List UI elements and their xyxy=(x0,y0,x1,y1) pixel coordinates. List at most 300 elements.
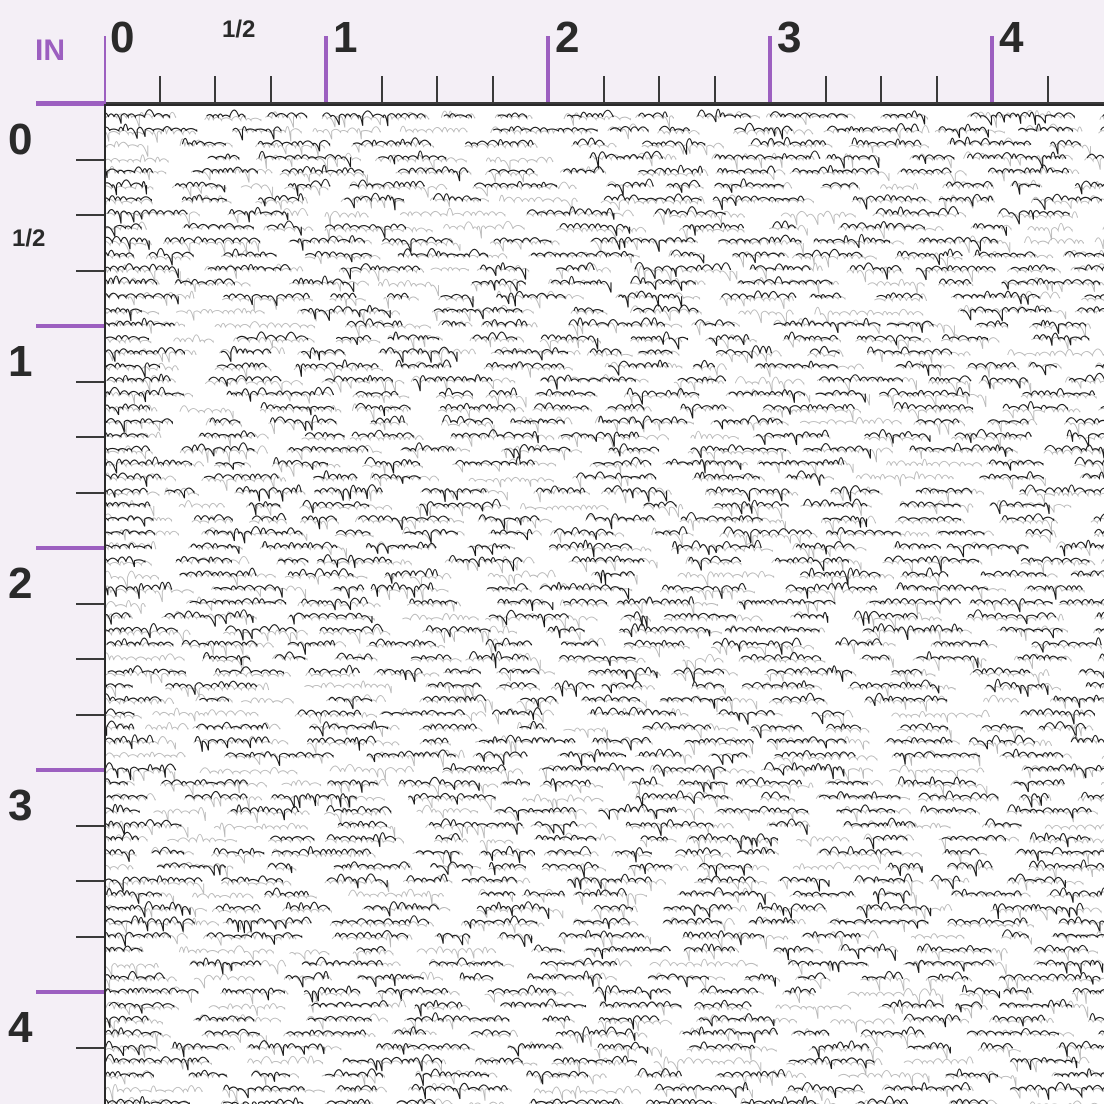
script-word xyxy=(963,985,1000,998)
top-ruler xyxy=(0,0,1104,104)
script-word xyxy=(349,182,447,198)
script-word xyxy=(180,946,274,960)
script-word xyxy=(314,471,357,479)
script-word xyxy=(479,889,513,901)
script-word xyxy=(1098,1031,1104,1041)
script-word xyxy=(339,267,423,282)
script-word xyxy=(180,406,233,419)
script-word xyxy=(216,904,260,909)
script-word xyxy=(500,195,578,210)
script-word xyxy=(1060,1041,1104,1056)
script-word xyxy=(650,959,757,966)
script-word xyxy=(1060,597,1104,604)
script-word xyxy=(608,179,653,196)
script-word xyxy=(930,878,969,889)
script-word xyxy=(729,390,804,403)
script-word xyxy=(215,463,251,467)
script-word xyxy=(191,958,261,974)
script-word xyxy=(215,322,315,328)
script-word xyxy=(690,1042,755,1048)
script-word xyxy=(943,335,988,340)
script-word xyxy=(106,529,179,540)
ruler-major-tick xyxy=(36,768,104,772)
script-word xyxy=(106,1016,162,1031)
script-word xyxy=(535,403,588,409)
script-word xyxy=(638,1068,681,1076)
script-word xyxy=(165,237,260,242)
script-word xyxy=(409,796,496,810)
fabric-swatch xyxy=(104,104,1104,1104)
script-word xyxy=(790,170,889,181)
script-word xyxy=(420,499,501,515)
script-word xyxy=(1003,402,1067,409)
script-word xyxy=(106,832,138,840)
script-word xyxy=(916,266,994,280)
script-word xyxy=(816,390,865,402)
script-word xyxy=(939,124,988,138)
ruler-minor-tick xyxy=(76,492,104,494)
script-word xyxy=(224,249,276,256)
script-word xyxy=(200,767,297,773)
script-word xyxy=(287,445,381,460)
script-word xyxy=(441,294,473,307)
script-word xyxy=(1000,972,1100,984)
script-word xyxy=(285,186,328,196)
ruler-left-label-1: 1 xyxy=(8,337,33,386)
script-word xyxy=(195,737,269,752)
ruler-left-label-3: 3 xyxy=(8,781,33,830)
script-word xyxy=(224,1085,304,1098)
script-word xyxy=(347,319,402,326)
script-word xyxy=(421,489,508,500)
script-word xyxy=(423,738,448,742)
script-word xyxy=(228,810,310,822)
script-word xyxy=(595,570,634,584)
ruler-major-tick xyxy=(36,990,104,994)
script-word xyxy=(500,668,539,673)
script-word xyxy=(948,918,1027,923)
script-word xyxy=(817,850,921,864)
script-word xyxy=(619,291,682,307)
script-word xyxy=(758,903,825,919)
script-word xyxy=(273,847,371,854)
script-word xyxy=(901,168,951,173)
script-word xyxy=(556,227,645,238)
script-word xyxy=(217,363,266,367)
script-word xyxy=(326,375,393,381)
script-word xyxy=(469,477,553,487)
script-word xyxy=(417,947,495,959)
script-word xyxy=(551,530,624,542)
ruler-major-tick xyxy=(990,36,994,104)
script-word xyxy=(202,1032,266,1044)
script-word xyxy=(205,527,302,544)
script-word xyxy=(569,318,664,326)
script-word xyxy=(249,502,279,515)
script-word xyxy=(895,361,954,376)
script-word xyxy=(106,514,172,526)
script-word xyxy=(486,171,538,182)
script-word xyxy=(616,598,718,615)
script-word xyxy=(955,429,1031,443)
script-word xyxy=(106,557,145,567)
script-word xyxy=(227,917,311,933)
script-word xyxy=(691,431,738,439)
script-word xyxy=(1094,514,1104,520)
script-word xyxy=(108,210,187,224)
script-word xyxy=(574,307,603,311)
script-word xyxy=(770,819,808,835)
script-word xyxy=(485,991,573,1002)
script-word xyxy=(802,931,878,947)
script-word xyxy=(241,184,272,198)
ruler-top-label-1: 1 xyxy=(333,13,358,62)
script-word xyxy=(325,1069,382,1076)
script-word xyxy=(892,710,990,722)
script-word xyxy=(928,972,967,979)
script-word xyxy=(828,781,867,784)
ruler-minor-tick xyxy=(76,1047,104,1049)
script-word xyxy=(329,696,371,709)
ruler-top-label-0: 0 xyxy=(110,13,135,62)
script-word xyxy=(1022,709,1095,724)
script-word xyxy=(106,571,159,589)
script-word xyxy=(945,1071,1016,1087)
script-word xyxy=(180,446,267,463)
script-word xyxy=(215,364,271,379)
script-word xyxy=(220,347,285,354)
script-word xyxy=(443,415,493,423)
script-word xyxy=(572,143,616,147)
script-word xyxy=(984,695,1019,702)
ruler-major-tick xyxy=(324,36,328,104)
script-word xyxy=(684,931,764,945)
script-word xyxy=(1008,805,1091,818)
script-word xyxy=(417,805,478,818)
script-word xyxy=(106,1041,155,1056)
script-word xyxy=(618,597,694,604)
script-word xyxy=(688,449,790,461)
script-word xyxy=(697,865,768,876)
script-word xyxy=(831,919,928,928)
script-word xyxy=(198,434,268,447)
script-word xyxy=(106,752,185,757)
script-word xyxy=(1003,749,1062,756)
script-word xyxy=(222,296,312,310)
script-word xyxy=(403,527,464,542)
script-word xyxy=(737,278,838,294)
script-word xyxy=(486,157,552,171)
script-word xyxy=(627,388,698,404)
script-word xyxy=(441,419,494,434)
script-word xyxy=(678,571,774,586)
script-word xyxy=(158,863,226,876)
script-word xyxy=(1025,237,1084,244)
script-word xyxy=(271,415,336,431)
script-word xyxy=(388,332,438,339)
script-word xyxy=(796,542,853,555)
script-word xyxy=(887,322,955,336)
script-word xyxy=(294,365,382,381)
ruler-minor-tick xyxy=(214,76,216,104)
script-word xyxy=(106,971,164,978)
ruler-minor-tick xyxy=(492,76,494,104)
script-word xyxy=(1054,695,1104,709)
script-word xyxy=(267,221,301,236)
script-word xyxy=(1080,668,1104,679)
script-word xyxy=(1007,877,1083,890)
script-word xyxy=(535,945,561,951)
script-word xyxy=(632,777,656,784)
script-word xyxy=(106,932,170,946)
script-word xyxy=(595,1045,662,1058)
script-word xyxy=(352,141,434,153)
handwriting-pattern xyxy=(106,106,1104,1104)
script-word xyxy=(739,277,832,284)
script-word xyxy=(327,806,391,812)
script-word xyxy=(106,124,197,138)
script-word xyxy=(980,472,1043,479)
script-word xyxy=(200,431,255,437)
script-word xyxy=(625,640,684,645)
script-word xyxy=(106,586,193,602)
script-word xyxy=(969,740,1052,754)
script-word xyxy=(694,360,715,367)
script-word xyxy=(690,834,778,850)
script-word xyxy=(207,110,245,117)
script-word xyxy=(551,276,611,292)
script-word xyxy=(945,849,979,854)
script-word xyxy=(320,627,390,643)
script-word xyxy=(740,599,835,609)
script-word xyxy=(866,597,949,614)
script-word xyxy=(400,126,467,132)
script-word xyxy=(106,963,158,976)
left-ruler xyxy=(0,0,104,1104)
script-word xyxy=(214,823,307,837)
script-word xyxy=(709,335,749,346)
script-word xyxy=(478,516,551,532)
script-word xyxy=(554,1056,636,1062)
script-word xyxy=(564,728,608,739)
ruler-minor-tick xyxy=(76,880,104,882)
script-word xyxy=(272,794,356,808)
script-word xyxy=(855,874,912,882)
script-word xyxy=(181,642,273,657)
script-word xyxy=(799,973,826,979)
script-word xyxy=(636,114,674,128)
script-word xyxy=(371,586,448,601)
script-word xyxy=(664,905,732,918)
script-word xyxy=(761,796,795,800)
script-word xyxy=(873,889,909,905)
script-word xyxy=(639,165,703,172)
script-word xyxy=(212,908,258,912)
ruler-minor-tick xyxy=(436,76,438,104)
script-word xyxy=(192,516,231,523)
script-word xyxy=(541,958,616,965)
script-word xyxy=(305,681,391,693)
script-word xyxy=(788,959,868,974)
script-word xyxy=(168,834,237,841)
script-word xyxy=(106,849,134,861)
script-word xyxy=(1095,238,1104,252)
script-word xyxy=(106,582,172,598)
script-word xyxy=(106,902,190,918)
script-word xyxy=(1051,695,1104,709)
script-word xyxy=(828,124,919,131)
script-word xyxy=(353,949,393,960)
script-word xyxy=(1100,653,1104,669)
script-word xyxy=(272,849,375,857)
script-word xyxy=(377,1044,469,1055)
script-word xyxy=(407,874,448,881)
script-word xyxy=(265,888,308,895)
script-word xyxy=(540,338,600,350)
script-word xyxy=(480,840,513,853)
ruler-left-label-2: 2 xyxy=(8,559,33,608)
script-word xyxy=(853,195,924,210)
script-word xyxy=(803,447,892,462)
script-word xyxy=(849,142,928,153)
script-word xyxy=(757,430,829,445)
script-word xyxy=(106,904,206,917)
script-word xyxy=(371,473,439,486)
script-word xyxy=(106,167,152,178)
script-word xyxy=(793,862,878,869)
script-word xyxy=(1019,795,1051,806)
script-word xyxy=(1037,960,1102,973)
script-word xyxy=(687,1044,776,1061)
script-word xyxy=(895,585,1005,600)
script-word xyxy=(415,1000,462,1016)
script-word xyxy=(857,904,952,919)
script-word xyxy=(106,446,152,459)
script-word xyxy=(661,587,755,600)
script-word xyxy=(288,569,352,576)
script-word xyxy=(693,364,727,376)
script-word xyxy=(473,332,517,339)
script-word xyxy=(286,902,329,909)
script-word xyxy=(106,446,150,451)
script-word xyxy=(475,181,557,186)
script-word xyxy=(202,528,307,541)
script-word xyxy=(767,666,851,682)
script-word xyxy=(968,152,1066,168)
script-word xyxy=(106,763,176,780)
script-word xyxy=(439,388,472,395)
script-word xyxy=(1075,461,1104,476)
script-word xyxy=(991,501,1049,514)
script-word xyxy=(543,862,599,877)
script-word xyxy=(1066,418,1104,423)
script-word xyxy=(557,263,594,270)
script-word xyxy=(352,430,413,436)
script-word xyxy=(179,501,224,508)
script-word xyxy=(1030,363,1056,376)
script-word xyxy=(462,921,544,933)
script-word xyxy=(285,573,367,584)
script-word xyxy=(815,307,923,324)
script-word xyxy=(334,862,409,868)
script-word xyxy=(411,654,450,659)
script-word xyxy=(918,236,1010,253)
script-word xyxy=(930,376,971,381)
ruler-minor-tick xyxy=(714,76,716,104)
script-word xyxy=(264,226,313,231)
script-word xyxy=(415,1070,497,1084)
script-word xyxy=(290,613,372,624)
script-word xyxy=(1001,932,1031,945)
script-word xyxy=(402,443,454,451)
script-word xyxy=(796,249,862,256)
script-word xyxy=(106,735,153,749)
script-word xyxy=(1051,140,1080,154)
script-word xyxy=(164,240,259,253)
script-word xyxy=(883,1000,943,1007)
script-word xyxy=(392,1028,436,1035)
script-word xyxy=(678,376,725,381)
script-word xyxy=(560,930,644,937)
script-word xyxy=(870,599,960,604)
script-word xyxy=(106,694,161,701)
ruler-minor-tick xyxy=(825,76,827,104)
script-word xyxy=(979,380,1031,393)
script-word xyxy=(494,126,597,131)
script-word xyxy=(775,557,848,571)
script-word xyxy=(305,986,360,1002)
script-word xyxy=(412,1083,507,1099)
script-word xyxy=(378,279,438,296)
script-word xyxy=(954,291,1039,304)
script-word xyxy=(286,971,328,987)
script-word xyxy=(560,223,630,235)
script-word xyxy=(974,224,1007,236)
script-word xyxy=(639,749,681,756)
script-word xyxy=(353,138,430,145)
script-word xyxy=(864,436,928,447)
script-word xyxy=(600,1016,659,1030)
script-word xyxy=(561,432,638,447)
script-word xyxy=(674,668,723,683)
script-word xyxy=(1083,472,1104,485)
script-word xyxy=(826,728,869,732)
script-word xyxy=(797,837,849,847)
script-word xyxy=(677,888,774,903)
script-word xyxy=(715,179,783,193)
script-word xyxy=(889,863,922,876)
script-word xyxy=(883,111,924,125)
script-word xyxy=(388,293,409,297)
script-word xyxy=(523,794,603,808)
script-word xyxy=(379,987,448,1001)
script-word xyxy=(231,805,298,820)
script-word xyxy=(205,1029,259,1034)
script-word xyxy=(403,613,478,619)
script-word xyxy=(495,348,567,361)
script-word xyxy=(982,376,1027,389)
script-word xyxy=(242,698,294,703)
script-word xyxy=(185,796,262,811)
script-word xyxy=(310,721,388,736)
script-word xyxy=(1040,722,1086,738)
script-word xyxy=(595,905,633,910)
script-word xyxy=(173,1042,228,1057)
ruler-top-label-2: 2 xyxy=(555,13,580,62)
script-word xyxy=(1021,793,1048,807)
script-word xyxy=(712,753,747,765)
ruler-minor-tick xyxy=(1047,76,1049,104)
